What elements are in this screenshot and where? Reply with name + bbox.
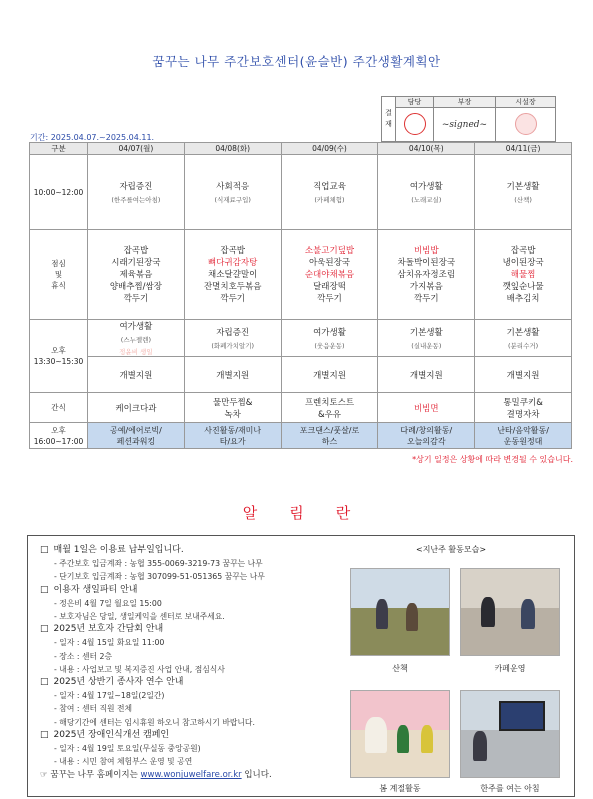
morning-cell: 사회적응 (식재료구입) — [184, 155, 281, 230]
snack-cell: 비빔면 — [378, 393, 475, 423]
homepage-link[interactable]: www.wonjuwelfare.or.kr — [140, 770, 242, 781]
menu-item: 양배추찜/쌈장 — [109, 281, 162, 292]
late-time: 오후 16:00~17:00 — [30, 423, 88, 449]
morning-time: 10:00~12:00 — [30, 155, 88, 230]
lunch-time: 점심 및 휴식 — [30, 230, 88, 320]
photo-cafe — [460, 568, 560, 656]
section-item: - 장소 : 센터 2층 — [40, 650, 350, 663]
corner-header: 구분 — [30, 143, 88, 155]
morning-cell: 자립증진 (한주를여는아침) — [88, 155, 185, 230]
announcement-list — [40, 544, 350, 783]
menu-item: 해물찜 — [510, 269, 536, 280]
menu-item: 깍두기 — [123, 293, 149, 304]
menu-item: 달래장떡 — [313, 281, 346, 292]
schedule-table — [29, 142, 572, 449]
section-item: - 일자 : 4월 17일~18일(2일간) — [40, 689, 350, 702]
snack-cell: 통밀쿠키& 결명자차 — [475, 393, 572, 423]
photo-caption: 카페운영 — [494, 664, 526, 673]
snack-cell: 물만두찜& 녹차 — [184, 393, 281, 423]
support-cell: 개별지원 — [184, 357, 281, 393]
menu-item: 시래기된장국 — [111, 257, 161, 268]
section-heading: □ 2025년 장애인식개선 캠페인 — [40, 729, 350, 742]
section-item: - 내용 : 시민 참여 체험부스 운영 및 공연 — [40, 755, 350, 768]
menu-item: 배추김치 — [506, 293, 540, 304]
page-title: 꿈꾸는 나무 주간보호센터(윤슬반) 주간생활계획안 — [152, 54, 441, 69]
section-item: - 내용 : 사업보고 및 복지증진 사업 안내, 점심식사 — [40, 663, 350, 676]
lunch-menu — [475, 230, 572, 320]
afternoon-cell: 기본생활 (분리수거) — [475, 320, 572, 357]
menu-item: 가지볶음 — [409, 281, 443, 292]
day-header: 04/09(수) — [281, 143, 378, 155]
menu-item: 소불고기덮밥 — [304, 245, 355, 256]
approval-label: 결재 — [382, 97, 396, 142]
menu-item: 비빔밥 — [413, 245, 439, 256]
director-stamp — [496, 108, 556, 142]
menu-item: 뼈다귀감자탕 — [208, 257, 258, 268]
section-heading: □ 2025년 보호자 간담회 안내 — [40, 623, 350, 636]
menu-item: 순대야채볶음 — [304, 269, 355, 280]
section-item: - 단기보호 입금계좌 : 농협 307099-51-051365 꿈꾸는 나무 — [40, 570, 350, 583]
section-heading: □ 2025년 상반기 종사자 연수 안내 — [40, 676, 350, 689]
afternoon-cell: 여가생활 (스누젤렌) 정윤비 생일 — [88, 320, 185, 357]
lunch-menu — [281, 230, 378, 320]
manager-signature: ~signed~ — [434, 108, 496, 142]
photo-spring — [350, 690, 450, 778]
menu-item: 깍두기 — [220, 293, 246, 304]
menu-item: 아욱된장국 — [308, 257, 351, 268]
photo-caption: 한주를 여는 아침 — [480, 784, 540, 793]
menu-item: 잡곡밥 — [510, 245, 536, 256]
late-cell: 공예/에어로빅/ 페션과워킹 — [88, 423, 185, 449]
approval-header-manager: 부장 — [434, 97, 496, 108]
menu-item: 차돌박이된장국 — [397, 257, 456, 268]
menu-item: 깍두기 — [413, 293, 439, 304]
morning-cell: 기본생활 (산책) — [475, 155, 572, 230]
menu-item: 냉이된장국 — [502, 257, 544, 268]
snack-time: 간식 — [30, 393, 88, 423]
afternoon-time: 오후 13:30~15:30 — [30, 320, 88, 393]
day-header: 04/11(금) — [475, 143, 572, 155]
menu-item: 잡곡밥 — [123, 245, 149, 256]
section-item: - 주간보호 입금계좌 : 농협 355-0069-3219-73 꿈꾸는 나무 — [40, 557, 350, 570]
section-heading: □ 이용자 생일파티 안내 — [40, 584, 350, 597]
change-notice: *상기 일정은 상황에 따라 변경될 수 있습니다. — [412, 455, 573, 464]
menu-item: 삼치유자정조림 — [397, 269, 456, 280]
photo-morning — [460, 690, 560, 778]
support-cell: 개별지원 — [378, 357, 475, 393]
approval-header-director: 시설장 — [496, 97, 556, 108]
menu-item: 제육볶음 — [119, 269, 153, 280]
snack-cell: 케이크다과 — [88, 393, 185, 423]
afternoon-cell: 기본생활 (실내운동) — [378, 320, 475, 357]
staff-stamp — [396, 108, 434, 142]
support-cell: 개별지원 — [88, 357, 185, 393]
photo-walk — [350, 568, 450, 656]
announcement-box — [27, 535, 575, 797]
menu-item: 깍두기 — [317, 293, 342, 304]
support-cell: 개별지원 — [475, 357, 572, 393]
menu-item: 잔멸치호두볶음 — [203, 281, 262, 292]
section-heading: □ 매월 1일은 이용료 납부일입니다. — [40, 544, 350, 557]
lunch-menu — [378, 230, 475, 320]
day-header: 04/10(목) — [378, 143, 475, 155]
afternoon-cell: 여가생활 (웃음운동) — [281, 320, 378, 357]
menu-item: 채소달걀말이 — [208, 269, 258, 280]
approval-header-staff: 담당 — [396, 97, 434, 108]
late-cell: 사진활동/재미나 타/요가 — [184, 423, 281, 449]
afternoon-cell: 자립증진 (화폐가치알기) — [184, 320, 281, 357]
menu-item: 깻잎순나물 — [502, 281, 544, 292]
support-cell: 개별지원 — [281, 357, 378, 393]
lunch-menu — [184, 230, 281, 320]
section-item: - 일자 : 4월 15일 화요일 11:00 — [40, 636, 350, 649]
photos-title: <지난주 활동모습> — [416, 545, 487, 554]
homepage-note: ☞ 꿈꾸는 나무 홈페이지는 www.wonjuwelfare.or.kr 입니다. — [40, 770, 272, 781]
section-item: - 참여 : 센터 직원 전체 — [40, 702, 350, 715]
section-item: - 해당기간에 센터는 임시휴원 하오니 참고하시기 바랍니다. — [40, 716, 350, 729]
snack-cell: 프렌치토스트 &우유 — [281, 393, 378, 423]
period: 기간: 2025.04.07.~2025.04.11. — [30, 133, 155, 142]
announcement-title: 알림란 — [242, 504, 383, 522]
section-item: - 일자 : 4월 19일 토요일(무실동 중앙공원) — [40, 742, 350, 755]
day-header: 04/07(월) — [88, 143, 185, 155]
lunch-menu — [88, 230, 185, 320]
morning-cell: 직업교육 (카페체험) — [281, 155, 378, 230]
section-item: - 정은비 4월 7일 월요일 15:00 — [40, 597, 350, 610]
late-cell: 다례/창의활동/ 오늘의감각 — [378, 423, 475, 449]
photo-caption: 봄 계절활동 — [379, 784, 421, 793]
late-cell: 포크댄스/풋살/로 하스 — [281, 423, 378, 449]
day-header: 04/08(화) — [184, 143, 281, 155]
late-cell: 난타/음악활동/ 운동원정대 — [475, 423, 572, 449]
section-item: - 보호자님은 당일, 생일케익을 센터로 보내주세요. — [40, 610, 350, 623]
menu-item: 잡곡밥 — [220, 245, 246, 256]
morning-cell: 여가생활 (노래교실) — [378, 155, 475, 230]
photo-caption: 산책 — [392, 664, 408, 673]
approval-box — [381, 96, 556, 142]
